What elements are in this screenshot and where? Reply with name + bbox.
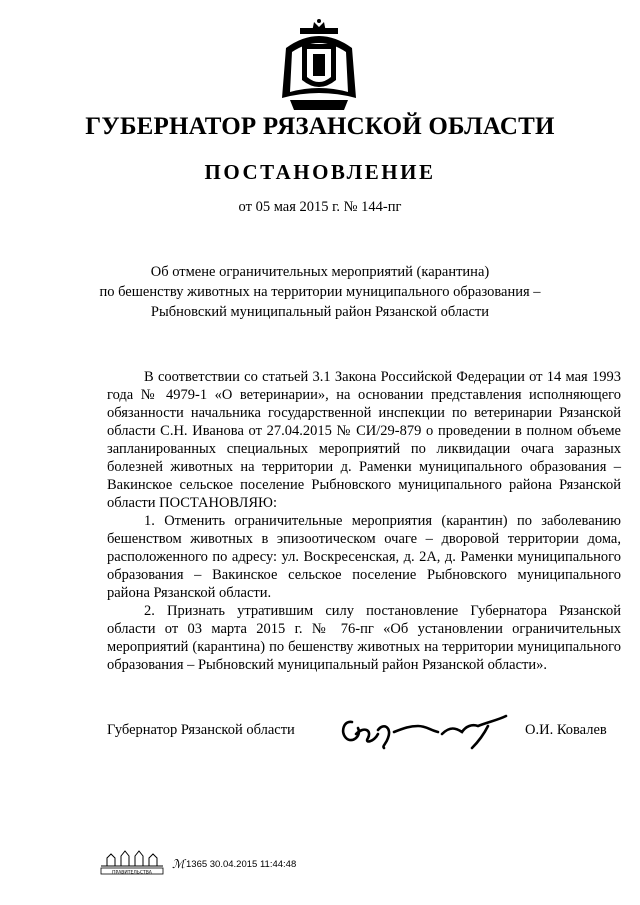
document-body — [107, 368, 621, 674]
coat-of-arms-icon — [280, 18, 358, 114]
registry-stamp-icon — [99, 848, 165, 876]
registry-mark-icon: ℳ — [172, 857, 185, 871]
body-paragraph: 2. Признать утратившим силу постановление Губернатора Рязанской области от 03 марта 2015 г. № 76-пг «Об установлении ограничительных мероприятий (карантина) по бешенству животных на территории муниципального образования – Рыбновский муниципальный район Рязанской области». — [107, 603, 621, 673]
registration-info: 1365 30.04.2015 11:44:48 — [186, 859, 297, 870]
signatory-title: Губернатор Рязанской области — [107, 722, 295, 738]
signatory-name: О.И. Ковалев — [525, 722, 607, 738]
document-type: ПОСТАНОВЛЕНИЕ — [204, 160, 436, 184]
document-subject — [90, 262, 550, 322]
body-paragraph: В соответствии со статьей 3.1 Закона Российской Федерации от 14 мая 1993 года № 4979-1 «О ветеринарии», на основании представления исполняющего обязанности начальника государственной инспекции по ветеринарии Рязанской области С.Н. Иванова от 27.04.2015 № СИ/29-879 о проведении в полном объеме запланированных специальных мероприятий по ликвидации очага заразных болезней животных на территории д. Раменки муниципального образования – Вакинское сельское поселение Рыбновского муниципального района Рязанской области ПОСТАНОВЛЯЮ: — [107, 369, 621, 511]
body-paragraph: 1. Отменить ограничительные мероприятия (карантин) по заболеванию бешенством животных в эпизоотическом очаге – дворовой территории дома, расположенного по адресу: ул. Воскресенская, д. 2А, д. Раменки муниципального образования – Вакинское сельское поселение Рыбновского муниципального района Рязанской области. — [107, 513, 621, 601]
subject-line: Рыбновский муниципальный район Рязанской области — [150, 304, 490, 320]
issuer-title: ГУБЕРНАТОР РЯЗАНСКОЙ ОБЛАСТИ — [85, 113, 555, 140]
document-date-number: от 05 мая 2015 г. № 144-пг — [238, 199, 402, 215]
subject-line: Об отмене ограничительных мероприятий (карантина) — [150, 264, 490, 280]
subject-line: по бешенству животных на территории муниципального образования – — [99, 284, 541, 300]
handwritten-signature — [338, 712, 510, 750]
stamp-text: ПРАВИТЕЛЬСТВА — [112, 870, 152, 876]
